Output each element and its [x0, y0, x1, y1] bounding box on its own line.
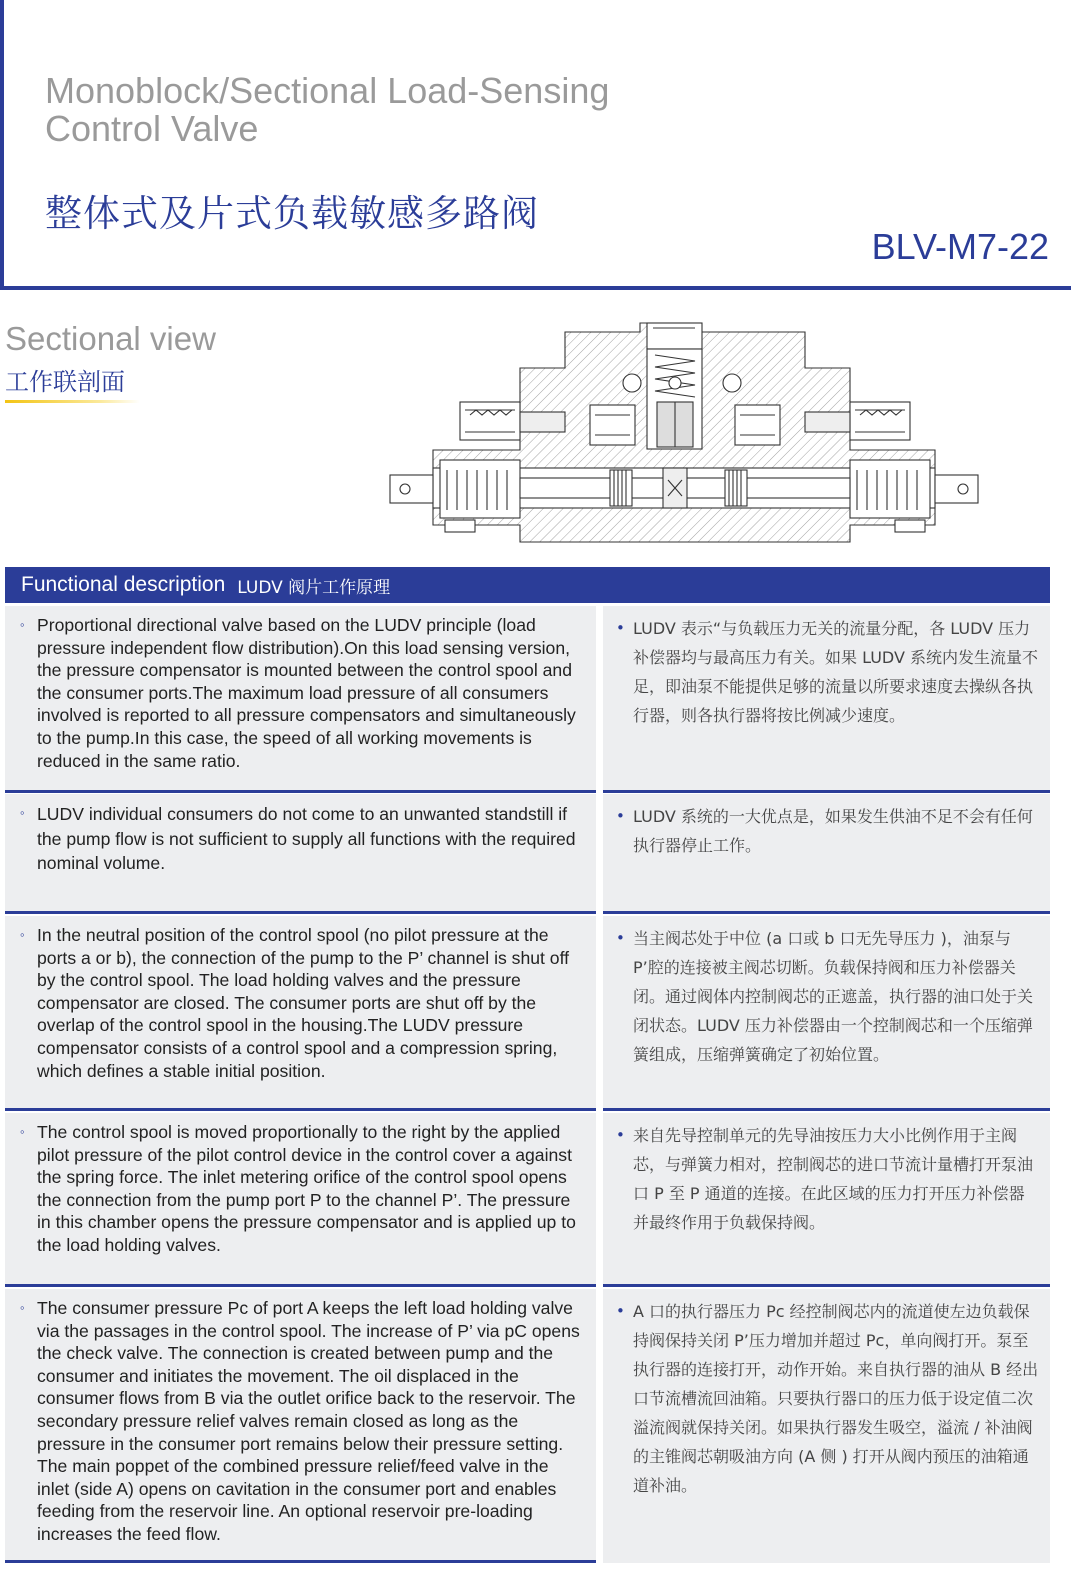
description-chinese: 来自先导控制单元的先导油按压力大小比例作用于主阀芯，与弹簧力相对，控制阀芯的进口节流计量槽打开泵油口 P 至 P 通道的连接。在此区域的压力打开压力补偿器并最终作用于负载保持阀。	[633, 1126, 1034, 1232]
description-chinese-cell	[603, 794, 1050, 914]
functional-description-title-english: Functional description	[21, 573, 226, 596]
bullet-icon: ◦	[20, 1300, 25, 1315]
description-chinese: 当主阀芯处于中位 (a 口或 b 口无先导压力 )，油泵与 P’腔的连接被主阀芯切断。负载保持阀和压力补偿器关闭。通过阀体内控制阀芯的正遮盖，执行器的油口处于关闭状态。LUDV 压力补偿器由一个控制阀芯和一个压缩弹簧组成，压缩弹簧确定了初始位置。	[633, 929, 1034, 1064]
description-english: Proportional directional valve based on the LUDV principle (load pressure independent flow distribution).On this load sensing version, the pressure compensator is mounted between the control spool and the consumer ports.The maximum load pressure of all consumers involved is reported to all pressure compensators and simultaneously to the pump.In this case, the speed of all working movements is reduced in the same ratio.	[37, 615, 576, 771]
header-divider	[0, 286, 1071, 290]
left-accent-rule	[0, 0, 4, 290]
description-english-cell	[5, 794, 596, 914]
description-english-cell	[5, 606, 596, 793]
description-row	[5, 794, 1050, 914]
description-chinese-cell	[603, 1113, 1050, 1287]
description-chinese-cell	[603, 606, 1050, 793]
description-chinese: LUDV 系统的一大优点是，如果发生供油不足不会有任何执行器停止工作。	[633, 807, 1033, 855]
section-title-chinese: 工作联剖面	[5, 368, 125, 396]
description-english-cell	[5, 1113, 596, 1287]
description-chinese: A 口的执行器压力 Pc 经控制阀芯内的流道使左边负载保持阀保持关闭 P’压力增加并超过 Pc，单向阀打开。泵至执行器的连接打开，动作开始。来自执行器的油从 B 经出口节流槽流回油箱。只要执行器口的压力低于设定值二次溢流阀就保持关闭。如果执行器发生吸空，溢流 / 补油阀的主锥阀芯朝吸油方向 (A 侧 ) 打开从阀内预压的油箱通道补油。	[633, 1302, 1039, 1495]
description-chinese: LUDV 表示“与负载压力无关的流量分配，各 LUDV 压力补偿器均与最高压力有关。如果 LUDV 系统内发生流量不足，即油泵不能提供足够的流量以所要求速度去操纵各执行器，则各执行器将按比例减少速度。	[633, 619, 1038, 725]
description-row	[5, 606, 1050, 793]
bullet-icon: ◦	[20, 617, 25, 632]
description-english-cell	[5, 916, 596, 1111]
description-row	[5, 1289, 1050, 1563]
description-english: The consumer pressure Pc of port A keeps the left load holding valve via the passages in the control spool. The increase of P’ via pC opens the check valve. The connection is created between pump and the consumer and initiates the movement. The oil displaced in the consumer flows from B via the outlet orifice back to the reservoir. The secondary pressure relief valves remain closed as long as the pressure in the consumer port remains below their pressure setting. The main poppet of the combined pressure relief/feed valve in the inlet (side A) opens on cavitation in the consumer port and enables feeding from the reservoir line. An optional reservoir pre-loading increases the feed flow.	[37, 1298, 580, 1544]
title-english	[45, 72, 745, 148]
bullet-icon: •	[616, 619, 625, 637]
section-title-english: Sectional view	[5, 320, 216, 357]
bullet-icon: •	[616, 1302, 625, 1320]
title-english-line1: Monoblock/Sectional Load-Sensing	[45, 70, 610, 111]
functional-description-header	[5, 567, 1050, 603]
model-number: BLV-M7-22	[871, 226, 1049, 267]
description-chinese-cell	[603, 916, 1050, 1111]
description-english: The control spool is moved proportionally to the right by the applied pilot pressure of the pilot control device in the control cover a against the spring force. The inlet metering orifice of the control spool opens the connection from the pump port P to the channel P’. The pressure in this chamber opens the pressure compensator and is applied up to the load holding valves.	[37, 1122, 576, 1255]
description-english: LUDV individual consumers do not come to an unwanted standstill if the pump flow is not sufficient to supply all functions with the required nominal volume.	[37, 804, 576, 873]
description-english: In the neutral position of the control spool (no pilot pressure at the ports a or b), the connection of the pump to the P’ channel is shut off by the control spool. The load holding valves and the pressure compensator are closed. The consumer ports are shut off by the overlap of the control spool in the housing.The LUDV pressure compensator consists of a control spool and a compression spring, which defines a stable initial position.	[37, 925, 570, 1081]
bullet-icon: ◦	[20, 1124, 25, 1139]
title-chinese: 整体式及片式负载敏感多路阀	[45, 192, 539, 235]
functional-description-title-chinese: LUDV 阀片工作原理	[237, 577, 391, 598]
section-underline	[5, 400, 140, 403]
sectional-view-drawing	[385, 320, 985, 550]
description-row	[5, 916, 1050, 1111]
bullet-icon: ◦	[20, 805, 25, 820]
title-english-line2: Control Valve	[45, 108, 259, 149]
bullet-icon: •	[616, 929, 625, 947]
description-row	[5, 1113, 1050, 1287]
bullet-icon: •	[616, 1126, 625, 1144]
description-english-cell	[5, 1289, 596, 1563]
bullet-icon: ◦	[20, 927, 25, 942]
bullet-icon: •	[616, 807, 625, 825]
description-chinese-cell	[603, 1289, 1050, 1563]
